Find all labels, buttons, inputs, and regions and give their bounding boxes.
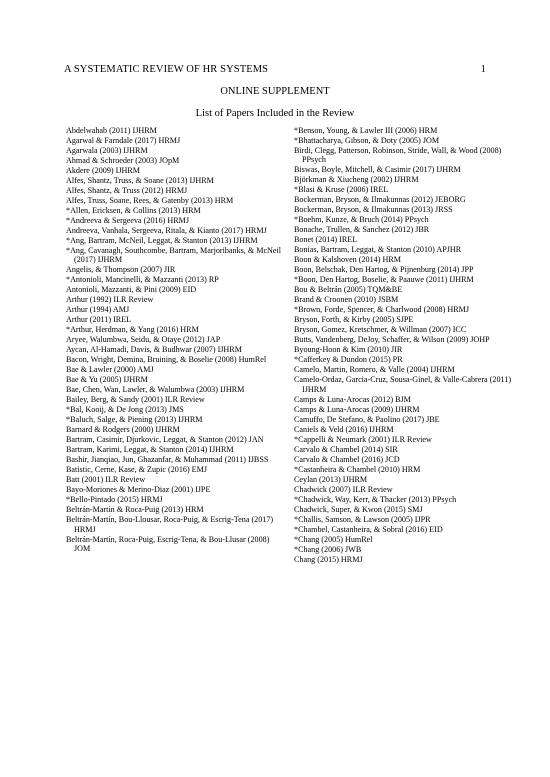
- reference-entry: *Chang (2005) HumRel: [294, 534, 373, 544]
- reference-entry: Chadwick (2007) ILR Review: [294, 484, 393, 494]
- reference-entry: Caniels & Veld (2016) IJHRM: [294, 424, 394, 434]
- reference-entry: Aycan, Al-Hamadi, Davis, & Budhwar (2007) IJHRM: [66, 345, 242, 355]
- reference-entry: Camelo, Martin, Romero, & Valle (2004) IJHRM: [294, 365, 455, 375]
- reference-entry: Batt (2001) ILR Review: [66, 475, 146, 485]
- running-title: A SYSTEMATIC REVIEW OF HR SYSTEMS: [64, 64, 269, 75]
- reference-entry: Akdere (2009) IJHRM: [66, 166, 141, 175]
- reference-entry: *Chang (2006) JWB: [294, 544, 362, 554]
- reference-entry: Bonet (2014) IREL: [294, 235, 358, 245]
- reference-entry: Bockerman, Bryson, & Ilmakunnas (2012) JEBORG: [294, 195, 466, 205]
- reference-entry: Alfes, Shantz, Truss, & Soane (2013) IJHRM: [66, 176, 214, 185]
- reference-column-left: [66, 126, 286, 554]
- reference-entry: Chadwick, Super, & Kwon (2015) SMJ: [294, 504, 423, 514]
- reference-entry: *Bal, Kooij, & De Jong (2013) JMS: [66, 405, 184, 415]
- reference-column-right: [294, 126, 518, 565]
- reference-entry: *Cafferkey & Dundon (2015) PR: [294, 355, 403, 365]
- reference-entry: Alfes, Shantz, & Truss (2012) HRMJ: [66, 186, 188, 195]
- reference-entry: *Antonioli, Mancinelli, & Mazzanti (2013) RP: [66, 275, 219, 285]
- reference-entry: Björkman & Xiucheng (2002) IJHRM: [294, 175, 419, 185]
- reference-entry: Beltrán-Martín & Roca-Puig (2013) HRM: [66, 505, 204, 515]
- reference-entry: Arthur (2011) IREL: [66, 315, 132, 325]
- reference-entry: *Chambel, Castanheira, & Sobral (2016) EID: [294, 524, 443, 534]
- reference-entry: Bartram, Casimir, Djurkovic, Leggat, & Stanton (2012) JAN: [66, 435, 264, 445]
- reference-entry: Birdi, Clegg, Patterson, Robinson, Stride, Wall, & Wood (2008) PPsych: [294, 146, 502, 165]
- reference-entry: Carvalo & Chambel (2014) SIR: [294, 444, 398, 454]
- reference-entry: *Bhattacharya, Gibson, & Doty (2005) JOM: [294, 136, 440, 145]
- reference-entry: Antonioli, Mazzanti, & Pini (2009) EID: [66, 285, 197, 295]
- reference-entry: *Chadwick, Way, Kerr, & Thacker (2013) PPsych: [294, 494, 457, 504]
- reference-entry: *Baluch, Salge, & Piening (2013) IJHRM: [66, 415, 203, 425]
- reference-entry: Arthur (1994) AMJ: [66, 305, 130, 315]
- reference-entry: Camps & Luna-Arocas (2009) IJHRM: [294, 404, 420, 414]
- reference-entry: *Ang, Bartram, McNeil, Leggat, & Stanton (2013) IJHRM: [66, 236, 258, 245]
- page-number: 1: [480, 64, 486, 75]
- reference-entry: Boon & Kalshoven (2014) HRM: [294, 255, 401, 265]
- reference-entry: Carvalo & Chambel (2016) JCD: [294, 454, 400, 464]
- reference-entry: Camps & Luna-Arocas (2012) BJM: [294, 394, 411, 404]
- reference-entry: Bacon, Wright, Demina, Bruining, & Boselie (2008) HumRel: [66, 355, 267, 365]
- reference-entry: Bou & Beltrán (2005) TQM&BE: [294, 285, 403, 295]
- reference-entry: Bartram, Karimi, Leggat, & Stanton (2014) IJHRM: [66, 445, 234, 455]
- reference-entry: *Allen, Ericksen, & Collins (2013) HRM: [66, 206, 201, 215]
- reference-entry: Agarwala (2003) IJHRM: [66, 146, 148, 155]
- reference-entry: Bonache, Trullen, & Sanchez (2012) JBR: [294, 225, 430, 235]
- reference-entry: Camelo-Ordaz, Garcia-Cruz, Sousa-Ginel, & Valle-Cabrera (2011) IJHRM: [294, 375, 512, 394]
- reference-entry: Ahmad & Schroeder (2003) JOpM: [66, 156, 180, 165]
- reference-entry: *Cappelli & Neumark (2001) ILR Review: [294, 434, 432, 444]
- reference-entry: Bae & Lawler (2000) AMJ: [66, 365, 154, 375]
- reference-entry: *Boehm, Kunze, & Bruch (2014) PPsych: [294, 215, 429, 225]
- reference-entry: Barnard & Rodgers (2000) IJHRM: [66, 425, 180, 435]
- reference-entry: Bockerman, Bryson, & Ilmakunnas (2013) JRSS: [294, 205, 453, 215]
- reference-entry: Bailey, Berg, & Sandy (2001) ILR Review: [66, 395, 205, 405]
- reference-entry: Bae, Chen, Wan, Lawler, & Walumbwa (2003) IJHRM: [66, 385, 245, 395]
- reference-entry: Batistic, Cerne, Kase, & Zupic (2016) EMJ: [66, 465, 208, 475]
- reference-entry: Bryson, Gomez, Kretschmer, & Willman (2007) ICC: [294, 325, 467, 335]
- reference-entry: Bashir, Jianqiao, Jun, Ghazanfar, & Muhammad (2011) IJBSS: [66, 455, 269, 465]
- reference-entry: *Brown, Forde, Spencer, & Charlwood (2008) HRMJ: [294, 305, 470, 315]
- reference-entry: *Benson, Young, & Lawler III (2006) HRM: [294, 126, 438, 135]
- reference-entry: Bae & Yu (2005) IJHRM: [66, 375, 148, 385]
- reference-entry: *Arthur, Herdman, & Yang (2016) HRM: [66, 325, 199, 335]
- reference-entry: Chang (2015) HRMJ: [294, 554, 363, 564]
- reference-entry: Camuffo, De Stefano, & Paolino (2017) JBE: [294, 414, 440, 424]
- reference-entry: Beltrán-Martín, Roca-Puig, Escrig-Tena, & Bou-Llusar (2008) JOM: [66, 534, 270, 554]
- list-title: List of Papers Included in the Review: [195, 108, 355, 119]
- reference-entry: Byoung-Hoon & Kim (2010) JIR: [294, 345, 403, 355]
- reference-entry: Brand & Croonen (2010) JSBM: [294, 295, 399, 305]
- reference-entry: Bryson, Forth, & Kirby (2005) SJPE: [294, 315, 414, 325]
- reference-entry: *Ang, Cavanagh, Southcombe, Bartram, Marjoribanks, & McNeil (2017) IJHRM: [66, 246, 282, 265]
- supplement-title: ONLINE SUPPLEMENT: [220, 86, 330, 97]
- reference-entry: Angelis, & Thompson (2007) JIR: [66, 265, 176, 275]
- reference-entry: Abdelwahab (2011) IJHRM: [66, 126, 157, 135]
- reference-entry: Alfes, Truss, Soane, Rees, & Gatenby (2013) HRM: [66, 196, 234, 205]
- reference-entry: Bayo-Moriones & Merino-Diaz (2001) IJPE: [66, 485, 211, 495]
- reference-entry: *Andreeva & Sergeeva (2016) HRMJ: [66, 216, 190, 225]
- reference-entry: Butts, Vandenberg, DeJoy, Schaffer, & Wilson (2009) JOHP: [294, 335, 490, 345]
- reference-entry: Beltrán-Martín, Bou-Llousar, Roca-Puig, & Escrig-Tena (2017) HRMJ: [66, 515, 274, 534]
- reference-entry: *Castanheira & Chambel (2010) HRM: [294, 464, 421, 474]
- reference-entry: Biswas, Boyle, Mitchell, & Casimir (2017) IJHRM: [294, 165, 461, 175]
- reference-entry: *Blasi & Kruse (2006) IREL: [294, 185, 389, 195]
- reference-entry: Aryee, Walumbwa, Seidu, & Otaye (2012) JAP: [66, 335, 221, 345]
- reference-entry: Boon, Belschak, Den Hartog, & Pijnenburg (2014) JPP: [294, 265, 474, 275]
- reference-entry: *Challis, Samson, & Lawson (2005) IJPR: [294, 514, 431, 524]
- reference-entry: *Bello-Pintado (2015) HRMJ: [66, 495, 163, 505]
- reference-entry: Bonias, Bartram, Leggat, & Stanton (2010) APJHR: [294, 245, 462, 255]
- reference-entry: Ceylan (2013) IJHRM: [294, 474, 368, 484]
- reference-entry: Andreeva, Vanhala, Sergeeva, Ritala, & Kianto (2017) HRMJ: [66, 226, 267, 235]
- reference-entry: Arthur (1992) ILR Review: [66, 295, 154, 305]
- reference-entry: *Boon, Den Hartog, Boselie, & Paauwe (2011) IJHRM: [294, 275, 474, 285]
- reference-entry: Agarwal & Farndale (2017) HRMJ: [66, 136, 181, 145]
